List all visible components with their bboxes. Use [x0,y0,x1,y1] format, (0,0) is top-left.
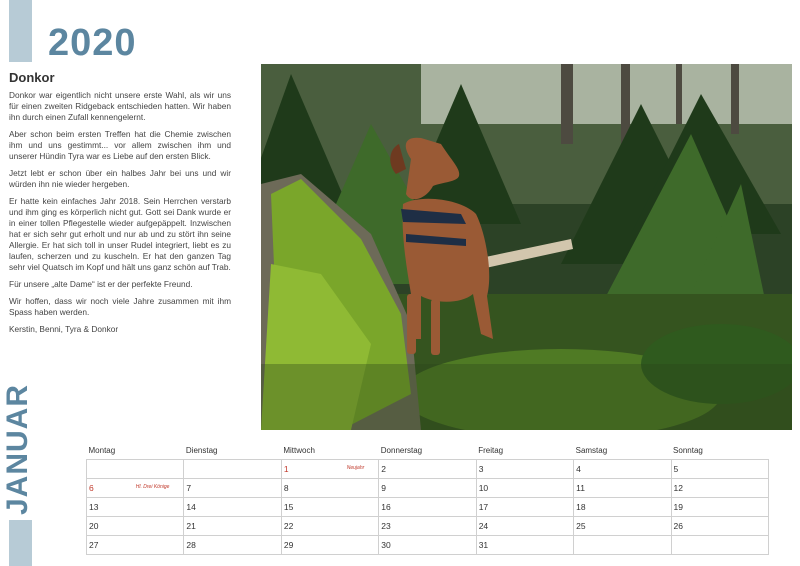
calendar-day-cell [476,498,573,517]
calendar-day-cell [379,498,476,517]
weekday-header: Freitag [478,446,504,455]
calendar-day-cell [379,479,476,498]
weekday-header: Mittwoch [283,446,315,455]
day-number: 26 [673,521,683,531]
day-number: 31 [478,540,489,550]
day-number: 28 [186,540,196,550]
story-paragraph: Er hatte kein einfaches Jahr 2018. Sein Herrchen verstarb und ihm ging es körperlich nicht gut. Gott sei Dank wurde er in einer tollen Pflegestelle wieder aufgepäppelt. Inzwischen hat er sich sehr gut erholt und nur ab und zu stört ihn seine Allergie. Er hat sich toll in unser Rudel integriert, liebt es zu laufen, scherzen und zu kuscheln. Er hat den ganzen Tag sehr viel Quatsch im Kopf und hält uns ganz schön auf Trab. [9,196,231,272]
calendar-day-cell [671,517,768,536]
calendar-day-cell [671,498,768,517]
calendar-day-cell [281,479,378,498]
calendar-week-row [87,536,769,555]
weekday-header: Montag [88,446,116,455]
day-number: 4 [576,464,581,474]
day-number: 24 [478,521,489,531]
day-number: 14 [186,502,196,512]
calendar-week-row [87,479,769,498]
month-calendar [86,443,769,555]
calendar-day-cell [184,460,281,479]
day-number: 22 [283,521,294,531]
calendar-day-cell [281,517,378,536]
story-paragraph: Jetzt lebt er schon über ein halbes Jahr bei uns und wir würden ihn nie wieder hergeben. [9,168,231,189]
calendar-day-cell [476,479,573,498]
story-paragraph: Wir hoffen, dass wir noch viele Jahre zusammen mit ihm Spass haben werden. [9,296,231,317]
weekday-header-row [87,443,769,460]
day-number: 13 [89,502,99,512]
day-number: 5 [673,464,679,474]
day-number: 16 [381,502,391,512]
day-number: 20 [89,521,99,531]
story-title: Donkor [9,70,55,85]
calendar-day-cell [379,517,476,536]
weekday-header: Dienstag [185,446,218,455]
year-title: 2020 [48,22,137,64]
calendar-day-cell [87,479,184,498]
weekday-header: Donnerstag [380,446,423,455]
day-number: 6 [89,483,94,493]
day-number: 11 [576,483,585,493]
story-section [9,70,231,341]
day-number: 23 [381,521,391,531]
day-number: 21 [186,521,196,531]
calendar-day-cell [281,536,378,555]
decor-bar-top [9,0,32,62]
calendar-day-cell [87,517,184,536]
day-number: 19 [673,502,683,512]
day-number: 2 [381,464,386,474]
weekday-header: Sonntag [673,446,703,455]
forest-dog-illustration [261,64,792,430]
weekday-header: Samstag [575,446,608,455]
day-number: 1 [283,464,289,474]
calendar-day-cell [476,460,573,479]
day-number: 7 [186,483,192,493]
month-title: JANUAR [1,383,34,515]
calendar-day-cell [87,460,184,479]
calendar-day-cell [87,498,184,517]
story-signature: Kerstin, Benni, Tyra & Donkor [9,324,119,334]
calendar-day-cell [574,536,671,555]
day-number: 27 [89,540,99,550]
calendar-day-cell [671,536,768,555]
day-number: 12 [673,483,683,493]
calendar-day-cell [476,517,573,536]
calendar-day-cell [379,536,476,555]
day-number: 18 [576,502,586,512]
calendar-day-cell [281,498,378,517]
calendar-day-cell [671,460,768,479]
day-number: 10 [478,483,489,493]
calendar-week-row [87,498,769,517]
day-number: 3 [478,464,484,474]
calendar-day-cell [379,460,476,479]
calendar-week-row [87,517,769,536]
calendar-day-cell [574,479,671,498]
calendar-day-cell [184,479,281,498]
holiday-label: Hl. Drei Könige [135,484,170,490]
story-paragraph: Aber schon beim ersten Treffen hat die Chemie zwischen ihm und uns gestimmt... vor allem zwischen ihm und unserer Hündin Tyra war es Liebe auf den ersten Blick. [9,129,231,161]
calendar-day-cell [476,536,573,555]
day-number: 15 [283,502,294,512]
decor-bar-bottom [9,520,32,566]
story-paragraph: Donkor war eigentlich nicht unsere erste Wahl, als wir uns für einen zweiten Ridgeback entschieden hatten. Wir haben ihn durch einen Zufall kennengelernt. [9,90,231,122]
dog-photo [261,64,792,430]
calendar-day-cell [574,460,671,479]
day-number: 9 [381,483,386,493]
holiday-label: Neujahr [346,465,365,471]
calendar-week-row [87,460,769,479]
calendar-day-cell [87,536,184,555]
calendar-day-cell [184,536,281,555]
day-number: 29 [283,540,294,550]
calendar-day-cell [184,498,281,517]
calendar-day-cell [281,460,378,479]
story-paragraph: Für unsere „alte Dame“ ist er der perfekte Freund. [9,279,193,289]
day-number: 17 [478,502,489,512]
calendar-day-cell [574,498,671,517]
day-number: 25 [576,521,586,531]
calendar-day-cell [574,517,671,536]
day-number: 30 [381,540,391,550]
calendar-day-cell [671,479,768,498]
day-number: 8 [283,483,289,493]
calendar-day-cell [184,517,281,536]
